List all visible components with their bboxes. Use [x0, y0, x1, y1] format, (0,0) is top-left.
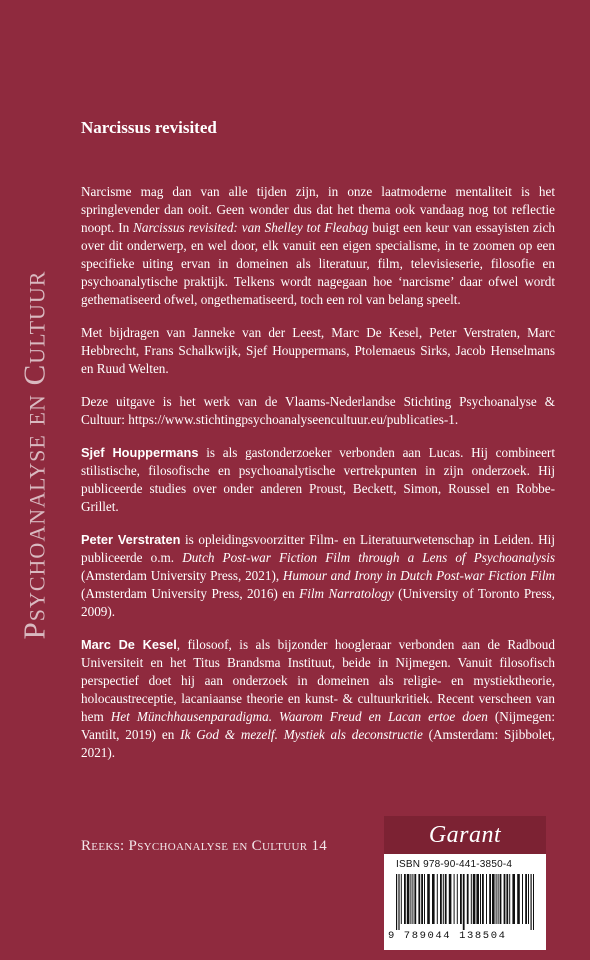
- barcode-bar: [489, 874, 491, 924]
- barcode-bar: [460, 874, 462, 924]
- barcode-bar: [500, 874, 502, 924]
- barcode-bar: [421, 874, 423, 924]
- barcode-bar: [398, 874, 399, 930]
- barcode-bar: [482, 874, 484, 924]
- barcode-bar: [480, 874, 481, 924]
- barcode-bar: [467, 874, 469, 924]
- series-name: Psychoanalyse en Cultuur: [128, 838, 308, 854]
- barcode-bar: [432, 874, 435, 924]
- barcode-bar: [407, 874, 410, 924]
- bio-houppermans: Sjef Houppermans is als gastonderzoeker verbonden aan Lucas. Hij combineert stilistische, filosofische en psychoanalytische vertrekpunten in zijn onderzoek. Hij publiceerde studies over onder anderen Proust, Beckett, Simon, Roussel en Robbe-Grillet.: [81, 445, 555, 514]
- publisher-block: [384, 816, 546, 950]
- barcode-bar: [522, 874, 523, 924]
- barcode-bar: [486, 874, 487, 924]
- barcode-bar: [404, 874, 406, 924]
- ean-digits: 9 789044 138504: [388, 930, 507, 942]
- book-title: Narcissus revisited: [81, 118, 217, 137]
- bio-de-kesel: Marc De Kesel, filosoof, is als bijzonder hoogleraar verbonden aan de Radboud Universiteit en het Titus Brandsma Instituut, beide in Nijmegen. Vanuit filosofisch perspectief doet hij aan onderzoek in domeinen als religie- en mystiektheorie, holocaustreceptie, lacaniaanse theorie en kunst- & cultuurkritiek. Recent verscheen van hem Het Münchhausenparadigma. Waarom Freud en Lacan ertoe doen (Nijmegen: Vantilt, 2019) en Ik God & mezelf. Mystiek als deconstructie (Amsterdam: Sjibbolet, 2021).: [81, 637, 555, 760]
- barcode-bar: [473, 874, 476, 924]
- barcode-bar: [412, 874, 413, 924]
- blurb: [81, 183, 555, 777]
- bio-verstraten: Peter Verstraten is opleidingsvoorzitter Film- en Literatuurwetenschap in Leiden. Hij publiceerde o.m. Dutch Post-war Fiction Film through a Lens of Psychoanalysis (Amsterdam University Press, 2021), Humour and Irony in Dutch Post-war Fiction Film (Amsterdam University Press, 2016) en Film Narratology (University of Toronto Press, 2009).: [81, 532, 556, 619]
- barcode-bar: [509, 874, 510, 924]
- barcode-box: [384, 854, 546, 950]
- series-label: Reeks:: [81, 838, 125, 854]
- foundation-paragraph: Deze uitgave is het werk van de Vlaams-Nederlandse Stichting Psychoanalyse & Cultuur: https://www.stichtingpsychoanalyseencultuur.eu/publicaties-1.: [81, 394, 555, 427]
- barcode-bar: [401, 874, 402, 924]
- bio-name: Sjef Houppermans: [81, 445, 199, 460]
- barcode-bar: [449, 874, 452, 924]
- barcode-bar: [410, 874, 411, 924]
- book-title-inline: Narcissus revisited: van Shelley tot Fleabag: [133, 220, 369, 235]
- publisher-logo: Garant: [384, 816, 546, 854]
- barcode-bar: [396, 874, 397, 930]
- series-number: 14: [311, 838, 328, 854]
- barcode-bar: [424, 874, 425, 924]
- barcode-bar: [463, 874, 465, 930]
- barcode-bar: [457, 874, 458, 924]
- barcode-bar: [498, 874, 499, 924]
- barcode-bar: [533, 874, 534, 930]
- barcode-bar: [496, 874, 497, 924]
- barcode-bar: [492, 874, 495, 924]
- barcode-bar: [418, 874, 420, 924]
- barcode-bar: [443, 874, 444, 924]
- barcode-bar: [528, 874, 529, 924]
- barcode: [396, 874, 534, 930]
- barcode-bar: [531, 874, 532, 930]
- barcode-bar: [427, 874, 430, 924]
- barcode-bar: [471, 874, 472, 924]
- barcode-bar: [476, 874, 479, 924]
- isbn-text: ISBN 978-90-441-3850-4: [396, 859, 513, 870]
- bio-name: Marc De Kesel: [81, 637, 177, 652]
- contributors-paragraph: Met bijdragen van Janneke van der Leest, Marc De Kesel, Peter Verstraten, Marc Hebbrecht, Frans Schalkwijk, Sjef Houppermans, Ptolemaeus Sirks, Jacob Henselmans en Ruud Welten.: [81, 325, 555, 376]
- series-line: [81, 838, 327, 855]
- barcode-bar: [512, 874, 515, 924]
- barcode-bar: [504, 874, 506, 924]
- bio-name: Peter Verstraten: [81, 532, 181, 547]
- barcode-bar: [517, 874, 520, 924]
- spine-title-text: Psychoanalyse en Cultuur: [16, 270, 52, 640]
- barcode-bar: [454, 874, 455, 924]
- barcode-bar: [445, 874, 447, 924]
- barcode-bar: [437, 874, 438, 924]
- barcode-bar: [440, 874, 442, 924]
- spine-title: [14, 120, 54, 790]
- intro-paragraph: Narcisme mag dan van alle tijden zijn, in onze laatmoderne mentaliteit is het springlevender dan ooit. Geen wonder dus dat het thema ook vandaag nog tot reflectie noopt. In Narcissus revisited: van Shelley tot Fleabag buigt een keur van essayisten zich over dit onderwerp, en wel door, elk vanuit een eigen specialisme, in te zoomen op een specifieke uiting ervan in domeinen als literatuur, film, televisieserie, filosofie en psychoanalytische praktijk. Telkens wordt nagegaan hoe ‘narcisme’ daar ofwel wordt gethematiseerd ofwel, ongethematiseerd, toch een rol van belang speelt.: [81, 184, 555, 307]
- barcode-bar: [506, 874, 508, 924]
- barcode-bar: [525, 874, 527, 924]
- barcode-bar: [414, 874, 416, 924]
